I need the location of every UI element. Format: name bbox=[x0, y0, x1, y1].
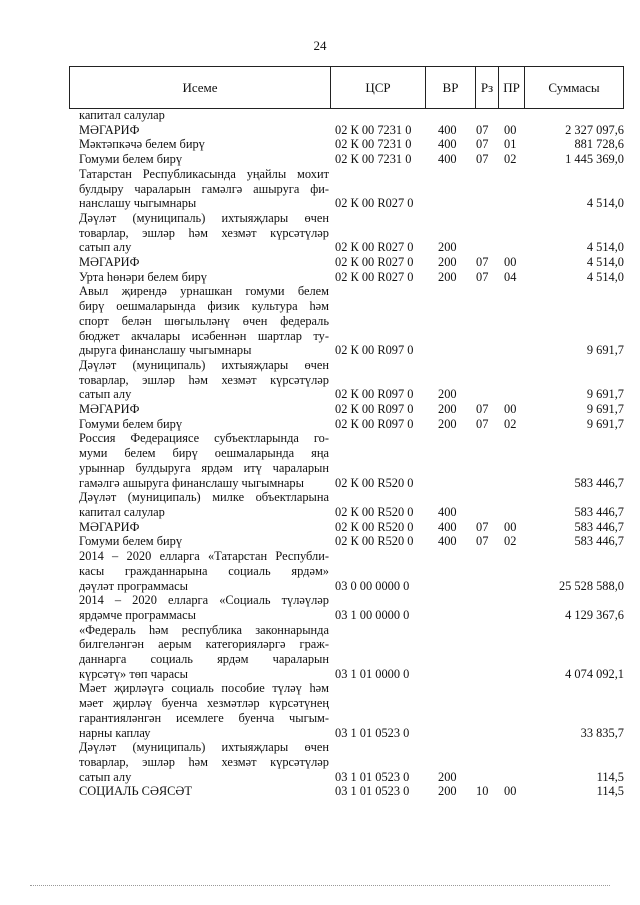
column-header-vr: ВР bbox=[425, 67, 475, 108]
row-sum: 9 691,7 bbox=[586, 387, 624, 402]
table-row bbox=[79, 284, 624, 358]
table-row bbox=[79, 270, 624, 285]
row-name-line: Дәүләт (муниципаль) ихтыяҗлары өчен bbox=[79, 740, 329, 755]
row-sum: 583 446,7 bbox=[574, 475, 624, 490]
table-row bbox=[79, 681, 624, 740]
row-name-line: Гомуми белем бирү bbox=[79, 416, 183, 431]
row-sum: 4 129 367,6 bbox=[565, 607, 624, 622]
row-name-line: Гомуми белем бирү bbox=[79, 534, 183, 549]
row-name-line: урыннар булдыруга ярдәм итү чараларын bbox=[79, 460, 329, 475]
row-sum: 25 528 588,0 bbox=[558, 578, 624, 593]
row-name bbox=[79, 152, 329, 167]
row-pr: 02 bbox=[504, 152, 517, 167]
row-vr: 400 bbox=[438, 534, 457, 549]
table-row bbox=[79, 534, 624, 549]
row-vr: 200 bbox=[438, 255, 457, 270]
row-name-line: бирү оешмаларында физик культура һәм bbox=[79, 299, 329, 314]
row-rz: 07 bbox=[476, 122, 489, 137]
row-vr: 400 bbox=[438, 519, 457, 534]
row-rz: 07 bbox=[476, 152, 489, 167]
row-sum: 2 327 097,6 bbox=[565, 122, 624, 137]
table-row bbox=[79, 211, 624, 255]
row-pr: 00 bbox=[504, 255, 517, 270]
row-pr: 04 bbox=[504, 269, 517, 284]
row-name-line: нарны каплау bbox=[79, 725, 151, 740]
row-pr: 00 bbox=[504, 402, 517, 417]
table-header bbox=[69, 66, 624, 109]
row-csr: 03 1 01 0523 0 bbox=[335, 725, 410, 740]
row-vr: 400 bbox=[438, 137, 457, 152]
row-name bbox=[79, 255, 329, 270]
row-name bbox=[79, 490, 329, 519]
table-row bbox=[79, 784, 624, 799]
table-row bbox=[79, 623, 624, 682]
row-rz: 10 bbox=[476, 784, 489, 799]
table-row bbox=[79, 255, 624, 270]
row-vr: 200 bbox=[438, 769, 457, 784]
row-name-line: МӘГАРИФ bbox=[79, 255, 140, 270]
row-csr: 02 К 00 R520 0 bbox=[335, 519, 414, 534]
row-csr: 02 К 00 R097 0 bbox=[335, 343, 414, 358]
row-name-line: даннарга социаль ярдәм чараларын bbox=[79, 652, 329, 667]
row-sum: 583 446,7 bbox=[574, 519, 624, 534]
row-name bbox=[79, 549, 329, 593]
row-sum: 583 446,7 bbox=[574, 534, 624, 549]
row-name bbox=[79, 623, 329, 682]
row-name-line: бюджет акчалары исәбеннән шартлар ту- bbox=[79, 328, 329, 343]
row-name-line: гамәлгә ашыруга финанслашу чыгымнары bbox=[79, 475, 304, 490]
row-vr: 400 bbox=[438, 122, 457, 137]
table-row bbox=[79, 593, 624, 622]
row-csr: 02 К 00 R520 0 bbox=[335, 475, 414, 490]
row-csr: 02 К 00 7231 0 bbox=[335, 152, 412, 167]
row-vr: 200 bbox=[438, 387, 457, 402]
column-header-name: Исеме bbox=[182, 80, 218, 95]
row-name-line: Дәүләт (муниципаль) ихтыяҗлары өчен bbox=[79, 357, 329, 372]
row-name-line: товарлар, эшләр һәм хезмәт күрсәтүләр bbox=[79, 372, 329, 387]
row-name-line: гарантияләнгән исемлеге буенча чыгым- bbox=[79, 710, 329, 725]
row-name-line: күрсәтү» төп чарасы bbox=[79, 666, 188, 681]
row-name-line: спорт белән шөгыльләнү өчен федераль bbox=[79, 313, 329, 328]
row-pr: 00 bbox=[504, 784, 517, 799]
table-row bbox=[79, 402, 624, 417]
row-name-line: «Федераль һәм республика законнарында bbox=[79, 622, 329, 637]
table-body bbox=[79, 108, 624, 799]
row-sum: 9 691,7 bbox=[586, 416, 624, 431]
row-sum: 33 835,7 bbox=[580, 725, 624, 740]
row-name-line: билгеләнгән аерым категорияләргә граж- bbox=[79, 637, 329, 652]
row-rz: 07 bbox=[476, 255, 489, 270]
row-sum: 4 514,0 bbox=[586, 240, 624, 255]
row-name-line: капитал салулар bbox=[79, 504, 165, 519]
row-pr: 02 bbox=[504, 416, 517, 431]
row-name bbox=[79, 167, 329, 211]
row-name-line: товарлар, эшләр һәм хезмәт күрсәтүләр bbox=[79, 754, 329, 769]
row-rz: 07 bbox=[476, 534, 489, 549]
row-name bbox=[79, 137, 329, 152]
row-rz: 07 bbox=[476, 269, 489, 284]
row-name-line: Гомуми белем бирү bbox=[79, 152, 183, 167]
row-name-line: 2014 – 2020 елларга «Социаль түләүләр bbox=[79, 593, 329, 608]
row-csr: 02 К 00 R097 0 bbox=[335, 387, 414, 402]
row-name bbox=[79, 284, 329, 358]
row-sum: 1 445 369,0 bbox=[565, 152, 624, 167]
row-csr: 02 К 00 R520 0 bbox=[335, 504, 414, 519]
row-name-line: касы гражданнарына социаль ярдәм» bbox=[79, 563, 329, 578]
column-header-pr: ПР bbox=[498, 67, 524, 108]
row-vr: 400 bbox=[438, 152, 457, 167]
row-name-line: Дәүләт (муниципаль) ихтыяҗлары өчен bbox=[79, 210, 329, 225]
row-name bbox=[79, 431, 329, 490]
row-csr: 02 К 00 R027 0 bbox=[335, 240, 414, 255]
row-rz: 07 bbox=[476, 416, 489, 431]
table-row bbox=[79, 152, 624, 167]
row-sum: 4 514,0 bbox=[586, 196, 624, 211]
row-sum: 114,5 bbox=[596, 769, 624, 784]
row-name bbox=[79, 211, 329, 255]
row-name bbox=[79, 358, 329, 402]
row-name-line: Урта һөнәри белем бирү bbox=[79, 269, 207, 284]
row-name bbox=[79, 417, 329, 432]
row-sum: 881 728,6 bbox=[574, 137, 624, 152]
row-csr: 02 К 00 R097 0 bbox=[335, 402, 414, 417]
row-vr: 200 bbox=[438, 784, 457, 799]
table-row bbox=[79, 431, 624, 490]
row-name-line: ярдәмче программасы bbox=[79, 607, 196, 622]
row-name bbox=[79, 593, 329, 622]
row-vr: 200 bbox=[438, 402, 457, 417]
row-name bbox=[79, 123, 329, 138]
table-row bbox=[79, 549, 624, 593]
row-sum: 9 691,7 bbox=[586, 343, 624, 358]
row-name bbox=[79, 270, 329, 285]
row-name-line: 2014 – 2020 елларга «Татарстан Республи- bbox=[79, 549, 329, 564]
row-sum: 583 446,7 bbox=[574, 504, 624, 519]
table-row bbox=[79, 417, 624, 432]
column-header-rz: Рз bbox=[475, 67, 498, 108]
column-header-csr: ЦСР bbox=[330, 67, 425, 108]
row-rz: 07 bbox=[476, 137, 489, 152]
row-name-line: товарлар, эшләр һәм хезмәт күрсәтүләр bbox=[79, 225, 329, 240]
row-sum: 9 691,7 bbox=[586, 402, 624, 417]
row-name-line: Татарстан Республикасында уңайлы мохит bbox=[79, 166, 329, 181]
row-rz: 07 bbox=[476, 519, 489, 534]
row-csr: 02 К 00 R027 0 bbox=[335, 255, 414, 270]
row-pr: 00 bbox=[504, 519, 517, 534]
table-row bbox=[79, 167, 624, 211]
row-name bbox=[79, 534, 329, 549]
row-sum: 4 514,0 bbox=[586, 269, 624, 284]
table-row bbox=[79, 137, 624, 152]
row-name-line: СОЦИАЛЬ СӘЯСӘТ bbox=[79, 784, 192, 799]
row-name-line: МӘГАРИФ bbox=[79, 122, 140, 137]
row-csr: 02 К 00 7231 0 bbox=[335, 137, 412, 152]
row-name-line: дыруга финанслашу чыгымнары bbox=[79, 343, 252, 358]
row-name-line: сатып алу bbox=[79, 240, 132, 255]
table-row bbox=[79, 740, 624, 784]
row-name bbox=[79, 402, 329, 417]
row-vr: 200 bbox=[438, 416, 457, 431]
row-pr: 00 bbox=[504, 122, 517, 137]
row-csr: 02 К 00 R027 0 bbox=[335, 269, 414, 284]
table-row bbox=[79, 358, 624, 402]
row-csr: 02 К 00 R027 0 bbox=[335, 196, 414, 211]
row-name-line: булдыру чараларын гамәлгә ашыруга фи- bbox=[79, 181, 329, 196]
page-bottom-edge bbox=[30, 885, 610, 886]
row-name-line: мәет җирләү буенча хезмәтләр күрсәтүнең bbox=[79, 696, 329, 711]
row-csr: 03 1 01 0523 0 bbox=[335, 784, 410, 799]
row-name-line: МӘГАРИФ bbox=[79, 519, 140, 534]
page-number: 24 bbox=[313, 38, 327, 53]
row-name-line: Дәүләт (муниципаль) милке объектларына bbox=[79, 490, 329, 505]
table-row bbox=[79, 108, 624, 123]
row-name bbox=[79, 520, 329, 535]
column-header-sum: Суммасы bbox=[524, 67, 623, 108]
row-name bbox=[79, 108, 329, 123]
row-sum: 114,5 bbox=[596, 784, 624, 799]
row-csr: 02 К 00 R520 0 bbox=[335, 534, 414, 549]
row-vr: 200 bbox=[438, 269, 457, 284]
row-name bbox=[79, 784, 329, 799]
row-sum: 4 074 092,1 bbox=[565, 666, 624, 681]
row-csr: 03 0 00 0000 0 bbox=[335, 578, 410, 593]
row-name-line: Мәет җирләүгә социаль пособие түләү һәм bbox=[79, 681, 329, 696]
row-name-line: Россия Федерациясе субъектларында го- bbox=[79, 431, 329, 446]
row-name-line: муми белем бирү оешмаларында яңа bbox=[79, 446, 329, 461]
row-name-line: сатып алу bbox=[79, 769, 132, 784]
row-name-line: Мәктәпкәчә белем бирү bbox=[79, 137, 205, 152]
row-csr: 02 К 00 R097 0 bbox=[335, 416, 414, 431]
row-pr: 01 bbox=[504, 137, 517, 152]
row-name-line: МӘГАРИФ bbox=[79, 402, 140, 417]
table-row bbox=[79, 520, 624, 535]
row-name-line: дәүләт программасы bbox=[79, 578, 188, 593]
row-rz: 07 bbox=[476, 402, 489, 417]
row-name-line: Авыл җирендә урнашкан гомуми белем bbox=[79, 284, 329, 299]
table-row bbox=[79, 490, 624, 519]
row-name-line: капитал салулар bbox=[79, 108, 165, 122]
row-vr: 400 bbox=[438, 504, 457, 519]
row-csr: 03 1 01 0523 0 bbox=[335, 769, 410, 784]
row-csr: 03 1 01 0000 0 bbox=[335, 666, 410, 681]
row-name-line: сатып алу bbox=[79, 387, 132, 402]
row-csr: 03 1 00 0000 0 bbox=[335, 607, 410, 622]
row-sum: 4 514,0 bbox=[586, 255, 624, 270]
row-name-line: нанслашу чыгымнары bbox=[79, 196, 197, 211]
row-name bbox=[79, 740, 329, 784]
row-name bbox=[79, 681, 329, 740]
row-vr: 200 bbox=[438, 240, 457, 255]
row-pr: 02 bbox=[504, 534, 517, 549]
table-row bbox=[79, 123, 624, 138]
row-csr: 02 К 00 7231 0 bbox=[335, 122, 412, 137]
